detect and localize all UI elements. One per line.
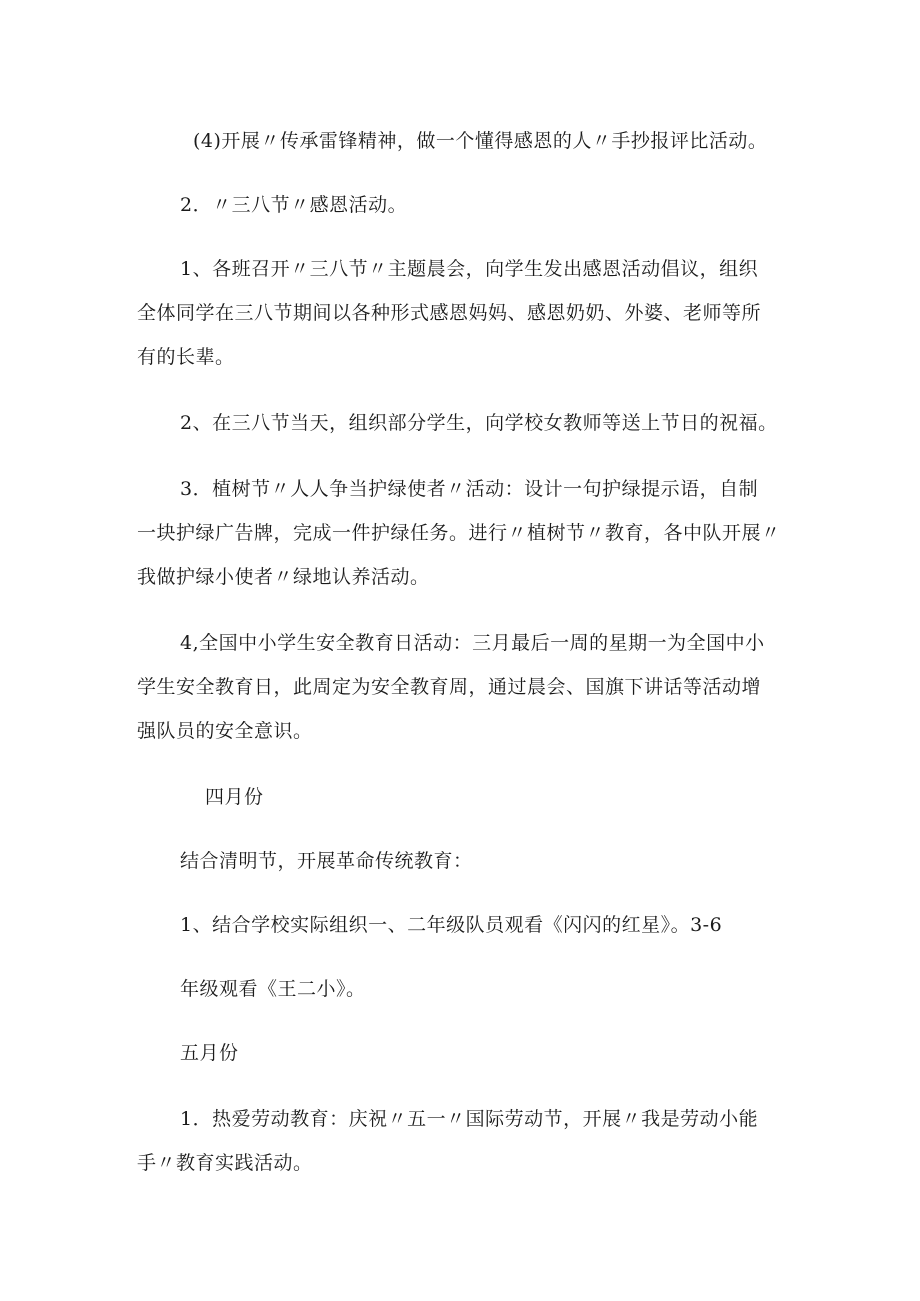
paragraph-safety-day-line2: 学生安全教育日，此周定为安全教育周，通过晨会、国旗下讲话等活动增: [137, 676, 762, 698]
paragraph-safety-day-line1: 4,全国中小学生安全教育日活动：三月最后一周的星期一为全国中小: [180, 632, 765, 654]
paragraph-march8-meeting-line1: 1、各班召开〃三八节〃主题晨会，向学生发出感恩活动倡议，组织: [180, 258, 759, 280]
paragraph-march8-meeting-line3: 有的长辈。: [137, 346, 235, 368]
paragraph-labor-day-line2: 手〃教育实践活动。: [137, 1152, 313, 1174]
paragraph-film-viewing-line2: 年级观看《王二小》。: [180, 978, 366, 1000]
paragraph-safety-day-line3: 强队员的安全意识。: [137, 720, 313, 742]
paragraph-leifeng-poster: (4)开展〃传承雷锋精神，做一个懂得感恩的人〃手抄报评比活动。: [193, 130, 768, 152]
section-heading-may: 五月份: [180, 1042, 239, 1064]
paragraph-film-viewing-line1: 1、结合学校实际组织一、二年级队员观看《闪闪的红星》。3-6: [180, 914, 723, 936]
paragraph-march8-blessings: 2、在三八节当天，组织部分学生，向学校女教师等送上节日的祝福。: [180, 412, 778, 434]
paragraph-qingming: 结合清明节，开展革命传统教育：: [180, 850, 473, 872]
paragraph-arbor-day-line2: 一块护绿广告牌，完成一件护绿任务。进行〃植树节〃教育，各中队开展〃: [137, 522, 781, 544]
paragraph-arbor-day-line1: 3．植树节〃人人争当护绿使者〃活动：设计一句护绿提示语，自制: [180, 478, 759, 500]
paragraph-labor-day-line1: 1．热爱劳动教育：庆祝〃五一〃国际劳动节，开展〃我是劳动小能: [180, 1108, 759, 1130]
paragraph-arbor-day-line3: 我做护绿小使者〃绿地认养活动。: [137, 566, 430, 588]
heading-march8-activity: 2．〃三八节〃感恩活动。: [180, 194, 408, 216]
paragraph-march8-meeting-line2: 全体同学在三八节期间以各种形式感恩妈妈、感恩奶奶、外婆、老师等所: [137, 302, 762, 324]
section-heading-april: 四月份: [205, 786, 264, 808]
